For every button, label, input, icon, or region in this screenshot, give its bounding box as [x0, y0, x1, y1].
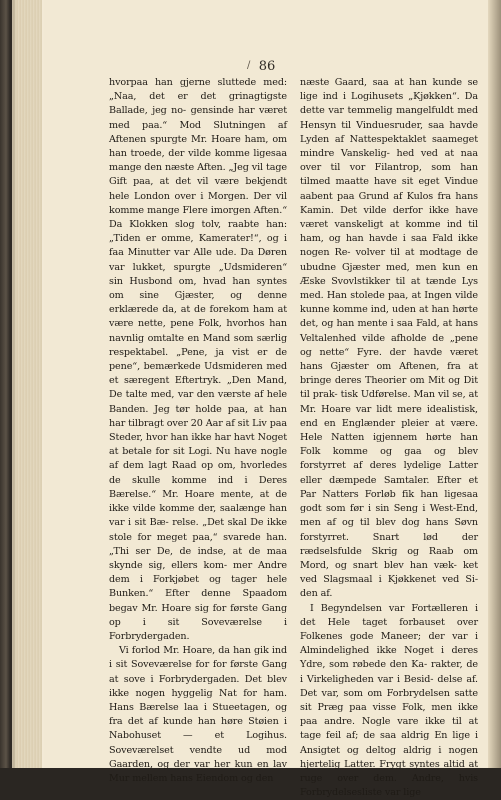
- left-column: [109, 76, 287, 786]
- right-paragraph-1: næste Gaard, saa at han kunde se lige ind i Logihusets „Kjøkken“. Da dette var temmelig mangelfuldt med Hensyn til Vinduesruder, saa havde Lyden af Nattespektaklet saameget mindre Vanskelig- hed ved at naa over til vor Filantrop, som han tilmed maatte have sit eget Vindue aabent paa Grund af Kulos fra hans Kamin. Det vilde derfor ikke have været vanskeligt at komme ind til ham, og han havde i saa Fald ikke nogen Re- volver til at modtage de ubudne Gjæster med, men kun en Æske Svovlstikker til at tænde Lys med. Han stolede paa, at Ingen vilde kunne komme ind, uden at han hørte det, og han mente i saa Fald, at hans Veltalenhed vilde afholde de „pene og nette“ Fyre. der havde været hans Gjæster om Aftenen, fra at bringe deres Theorier om Mit og Dit til prak- tisk Udførelse. Man vil se, at Mr. Hoare var lidt mere idealistisk, end en Englænder pleier at være. Hele Natten igjennem hørte han Folk komme og gaa og blev forstyrret af deres lydelige Latter eller dæmpede Samtaler. Efter et Par Natters Forløb fik han ligesaa godt som før i sin Seng i West-End, men af og til blev dog hans Søvn forstyrret. Snart lød der rædselsfulde Skrig og Raab om Mord, og snart blev han væk- ket ved Slagsmaal i Kjøkkenet ved Si- den af.: [300, 77, 478, 600]
- book-page: [44, 0, 490, 799]
- pencil-mark: /: [247, 60, 251, 71]
- right-paragraph-2: I Begyndelsen var Fortælleren i det Hele taget forbauset over Folkenes gode Maneer; der var i Almindelighed ikke Noget i deres Ydre, som røbede den Ka- rakter, de i Virkeligheden var i Besid- delse af. Det var, som om Forbrydelsen satte sit Præg paa visse Folk, men ikke paa andre. Nogle vare ikke til at tage feil af; de saa aldrig En lige i Ansigtet og deltog aldrig i nogen hjertelig Latter. Frygt syntes altid at ruge over dem. Andre, hvis Forbrydelsesliste var lige: [300, 602, 478, 799]
- left-paragraph-2: Vi forlod Mr. Hoare, da han gik ind i sit Soveværelse for for første Gang at sove i Forbrydergaden. Det blev ikke nogen hyggelig Nat for ham. Hans Bærelse laa i Stueetagen, og fra det af kunde han høre Støien i Nabohuset — et Logihus. Soveværelset vendte ud mod Gaarden, og der var her kun en lav Mur mellem hans Eiendom og den: [109, 645, 287, 784]
- left-paragraph-1: hvorpaa han gjerne sluttede med: „Naa, det er det grinagtigste Ballade, jeg no- gensinde har været med paa.“ Mod Slutningen af Aftenen spurgte Mr. Hoare ham, om han troede, der vilde komme ligesaa mange den næste Aften. „Jeg vil tage Gift paa, at det vil være bekjendt hele London over i Morgen. Der vil komme mange Flere imorgen Aften.“ Da Klokken slog tolv, raabte han: „Tiden er omme, Kamerater!“, og i faa Minutter var Alle ude. Da Døren var lukket, spurgte „Udsmideren“ sin Husbond om, hvad han syntes om sine Gjæster, og denne erklærede da, at de forekom ham at være nette, pene Folk, hvorhos han navnlig omtalte en Mand som særlig respektabel. „Pene, ja vist er de pene“, bemærkede Udsmideren med et særegent Eftertryk. „Den Mand, De talte med, var den værste af hele Banden. Jeg tør holde paa, at han har tilbragt over 20 Aar af sit Liv paa Steder, hvor han ikke har havt Noget at betale for sit Logi. Nu have nogle af dem lagt Raad op om, hvorledes de skulle komme ind i Deres Bærelse.“ Mr. Hoare mente, at de ikke vilde komme der, saalænge han var i sit Bæ- relse. „Det skal De ikke stole for meget paa,“ svarede han. „Thi ser De, de indse, at de maa skynde sig, ellers kom- mer Andre dem i Forkjøbet og tager hele Bunken.“ Efter denne Spaadom begav Mr. Hoare sig for første Gang op i sit Soveværelse i Forbrydergaden.: [109, 77, 287, 642]
- right-column: [300, 76, 478, 800]
- page-number: 86: [258, 59, 276, 74]
- book-spine-shadow: [488, 0, 501, 768]
- page-stack-edge: [12, 0, 42, 768]
